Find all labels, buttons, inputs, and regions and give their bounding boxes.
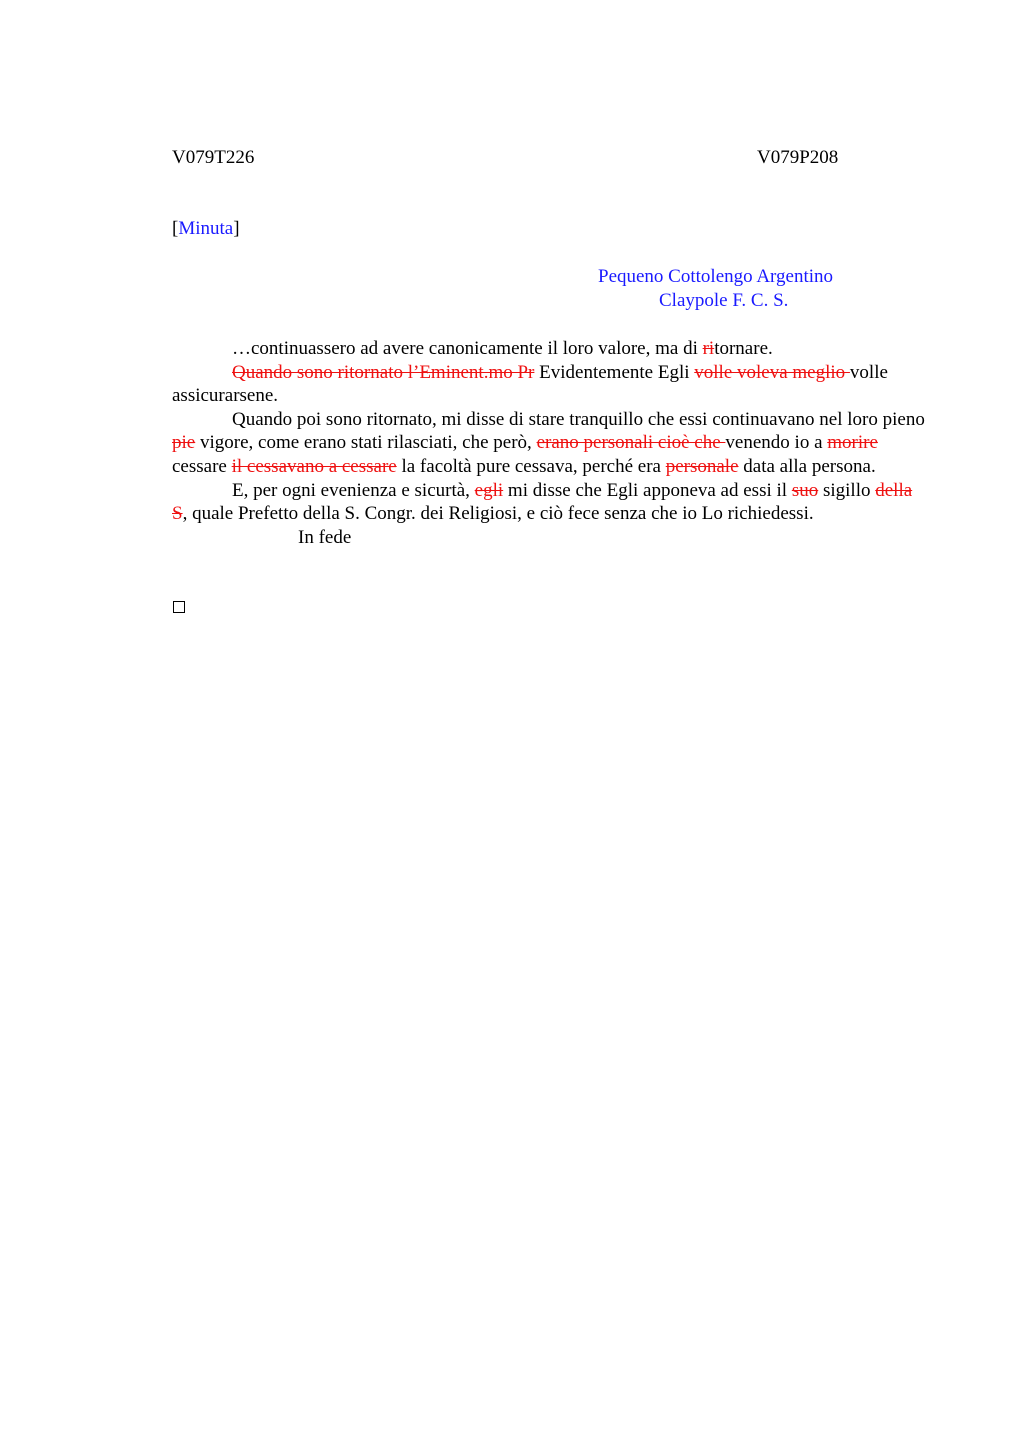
minuta-label: Minuta [178, 218, 234, 239]
text-run: venendo io a [725, 432, 828, 454]
empty-square-icon [173, 601, 185, 613]
text-run: volle assicurarsene. [172, 361, 888, 407]
bracket-close: ] [233, 218, 240, 239]
deleted-text: suo [791, 479, 819, 501]
paragraph-1 [172, 337, 932, 361]
deleted-text: Quando sono ritornato l’Eminent.mo Pr [232, 361, 535, 383]
text-run: data alla persona. [738, 455, 876, 477]
text-run: …continuassero ad avere canonicamente il loro valore, ma di [232, 338, 703, 359]
deleted-text: personale [665, 455, 739, 477]
text-run: Quando poi sono ritornato, mi disse di stare tranquillo che essi continuavano nel loro pieno [232, 408, 925, 430]
paragraph-4 [172, 479, 932, 526]
deleted-text: erano personali cioè che [536, 432, 726, 454]
text-run: tornare. [714, 338, 773, 359]
paragraph-3 [172, 408, 932, 479]
deleted-text: pie [172, 432, 196, 454]
bracket-open: [ [172, 218, 179, 239]
deleted-text: egli [474, 479, 504, 501]
address-line-1: Pequeno Cottolengo Argentino [598, 266, 834, 287]
text-run: la facoltà pure cessava, perché era [396, 455, 666, 477]
deleted-text: il cessavano a cessare [231, 455, 397, 477]
deleted-text: della S [172, 479, 913, 525]
deleted-text: ri [702, 338, 715, 359]
closing-line: In fede [298, 526, 352, 548]
text-run: mi disse che Egli apponeva ad essi il [503, 479, 792, 501]
archive-code-left: V079T226 [172, 147, 255, 168]
letter-body [172, 337, 932, 549]
deleted-text: volle voleva meglio [694, 361, 850, 383]
paragraph-2 [172, 361, 932, 408]
text-run: sigillo [818, 479, 876, 501]
document-type-label [172, 217, 240, 241]
text-run: cessare [172, 455, 232, 477]
address-line-2: Claypole F. C. S. [659, 290, 789, 311]
archive-code-right: V079P208 [757, 147, 839, 168]
text-run: Evidentemente Egli [534, 361, 695, 383]
text-run: E, per ogni evenienza e sicurtà, [232, 479, 475, 501]
text-run: vigore, come erano stati rilasciati, che però, [195, 432, 537, 454]
text-run: , quale Prefetto della S. Congr. dei Religiosi, e ciò fece senza che io Lo richiedessi. [182, 503, 814, 525]
deleted-text: morire [827, 432, 878, 454]
